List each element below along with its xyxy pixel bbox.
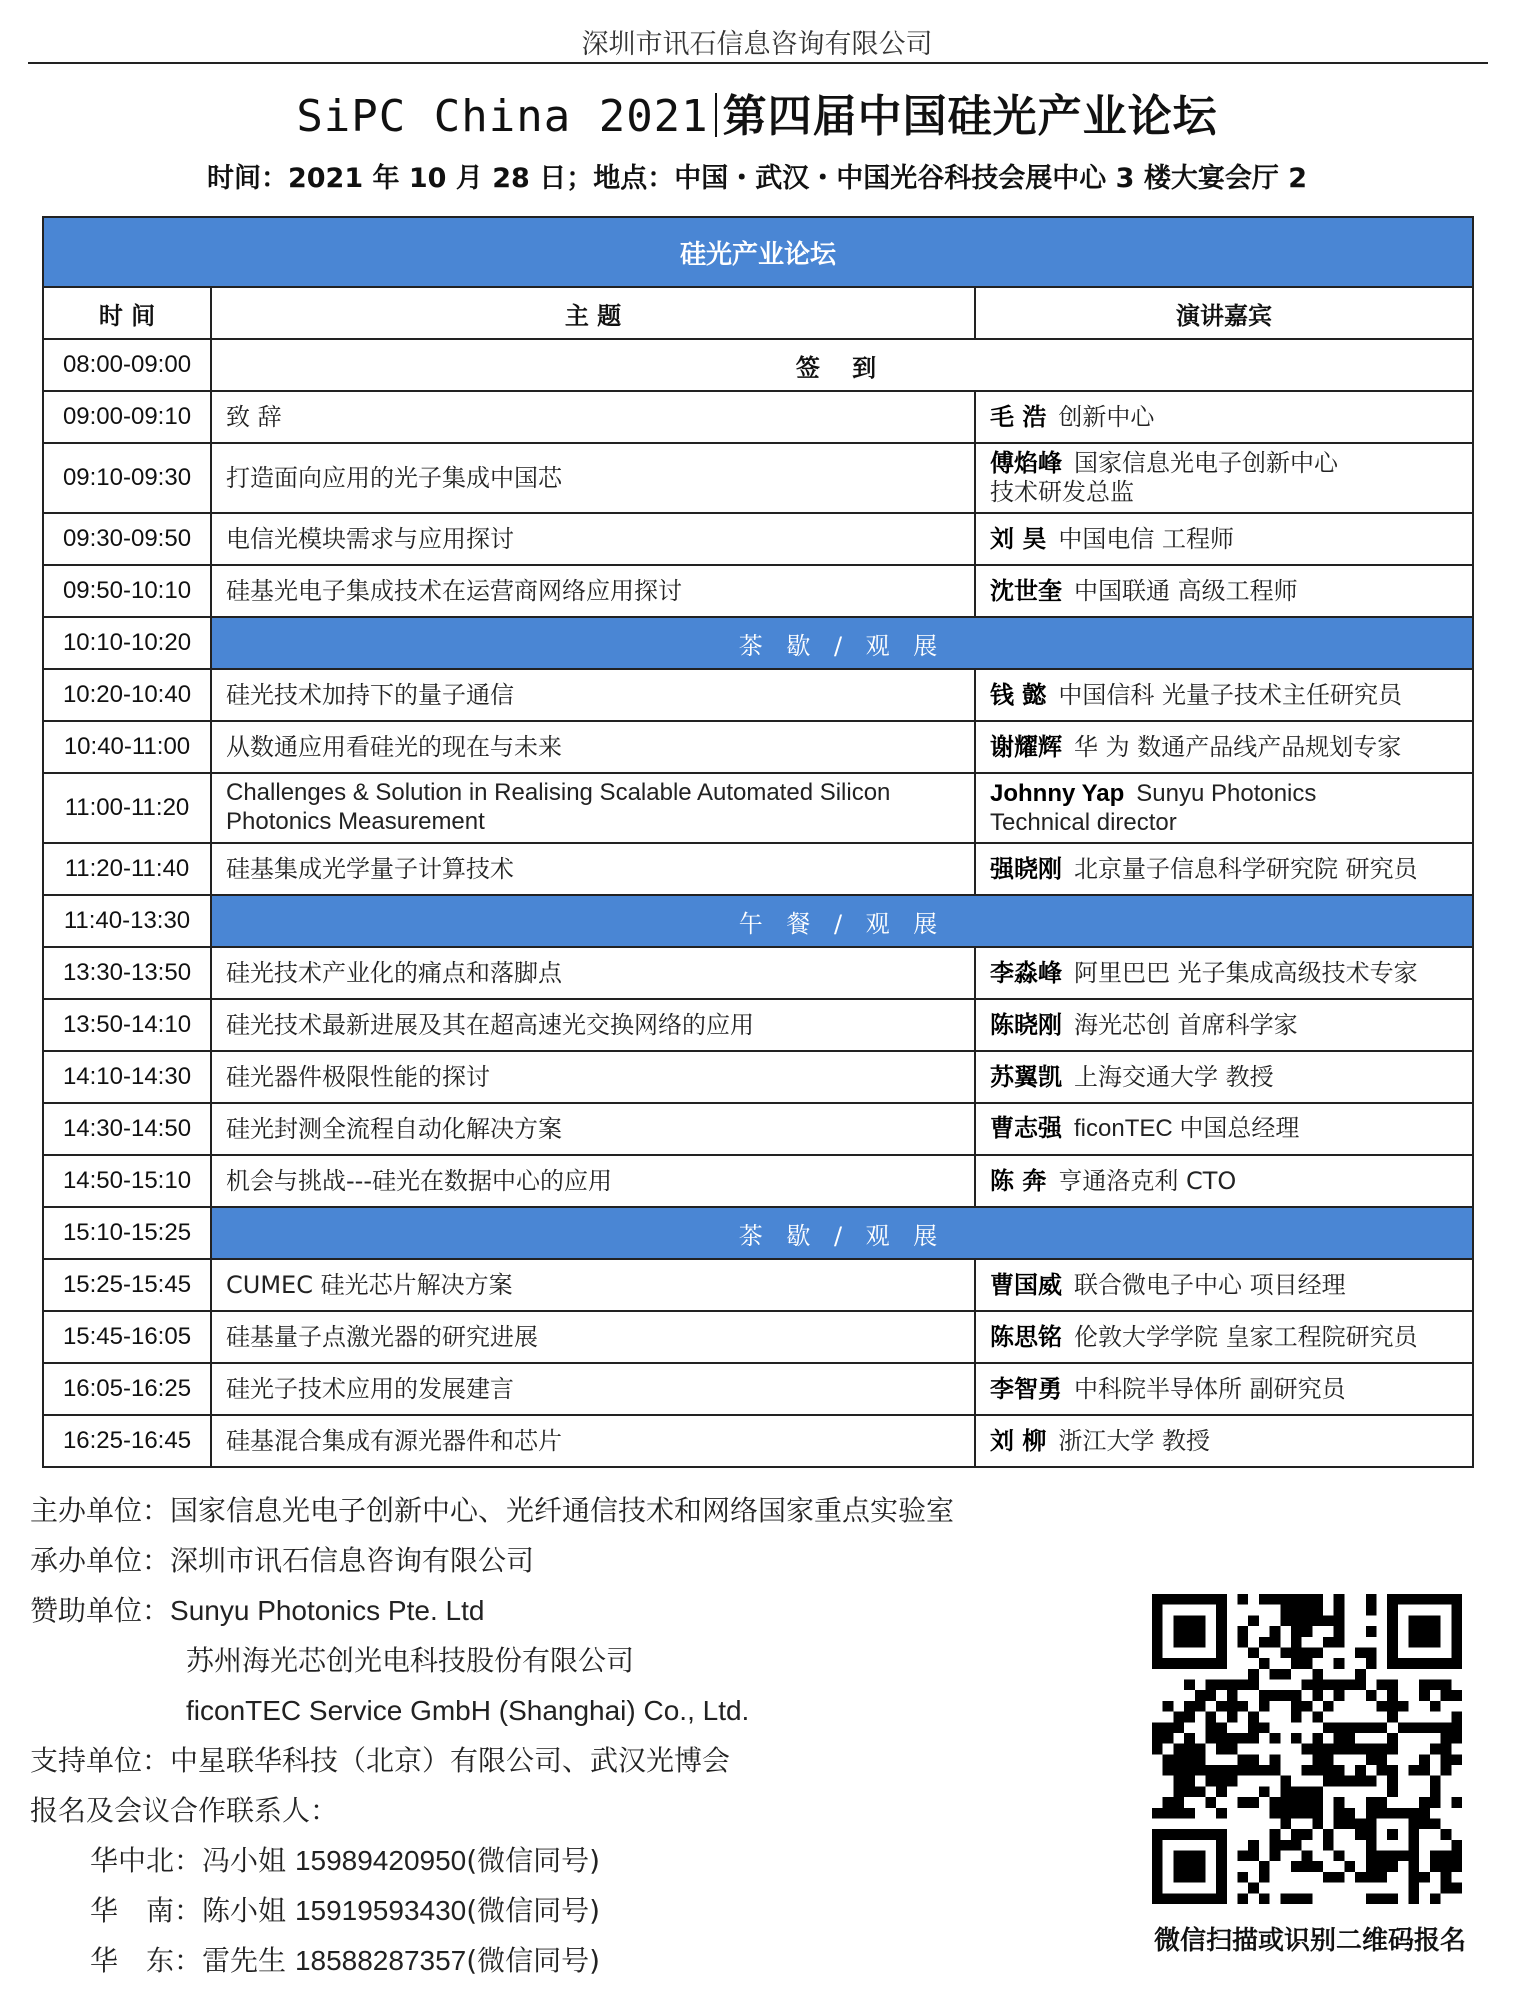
topic-cell xyxy=(211,999,975,1051)
speaker-org: Sunyu Photonics xyxy=(1136,779,1317,807)
topic-text: 硅光技术产业化的痛点和落脚点 xyxy=(226,958,562,987)
table-row xyxy=(43,617,1473,669)
topic-text: 硅基集成光学量子计算技术 xyxy=(226,854,514,883)
speaker-org: 中科院半导体所 副研究员 xyxy=(1074,1374,1346,1403)
time-cell: 14:10-14:30 xyxy=(43,1051,211,1103)
table-row xyxy=(43,1415,1473,1467)
speaker-org: 阿里巴巴 光子集成高级技术专家 xyxy=(1074,958,1418,987)
topic-cell xyxy=(211,1259,975,1311)
speaker-cell xyxy=(975,947,1473,999)
time-cell: 11:00-11:20 xyxy=(43,773,211,843)
topic-text: 硅光技术最新进展及其在超高速光交换网络的应用 xyxy=(226,1010,754,1039)
speaker-org: 中国联通 高级工程师 xyxy=(1074,576,1298,605)
speaker-name: Johnny Yap xyxy=(990,779,1125,807)
time-cell: 10:10-10:20 xyxy=(43,617,211,669)
speaker-org: 上海交通大学 教授 xyxy=(1074,1062,1274,1091)
time-cell: 15:25-15:45 xyxy=(43,1259,211,1311)
topic-cell xyxy=(211,513,975,565)
agenda-banner: 硅光产业论坛 xyxy=(43,217,1473,287)
table-row xyxy=(43,895,1473,947)
speaker-org: 海光芯创 首席科学家 xyxy=(1074,1010,1298,1039)
time-cell: 15:45-16:05 xyxy=(43,1311,211,1363)
signin-cell: 签 到 xyxy=(211,339,1473,391)
contact-region: 华 东： xyxy=(90,1944,203,1977)
event-time-location: 时间：2021 年 10 月 28 日；地点：中国・武汉・中国光谷科技会展中心 3 楼大宴会厅 2 xyxy=(206,163,1308,194)
speaker-name: 苏翼凯 xyxy=(990,1062,1062,1091)
topic-cell xyxy=(211,1311,975,1363)
speaker-org: 中国电信 工程师 xyxy=(1058,524,1234,553)
time-cell: 09:50-10:10 xyxy=(43,565,211,617)
table-row xyxy=(43,947,1473,999)
speaker-cell xyxy=(975,565,1473,617)
topic-cell xyxy=(211,1363,975,1415)
speaker-cell xyxy=(975,843,1473,895)
speaker-org: 亨通洛克利 CTO xyxy=(1058,1166,1237,1195)
speaker-org: 伦敦大学学院 皇家工程院研究员 xyxy=(1074,1322,1418,1351)
table-row xyxy=(43,1311,1473,1363)
agenda-table xyxy=(42,216,1474,1468)
organizer-value: 深圳市讯石信息咨询有限公司 xyxy=(170,1544,535,1577)
qr-caption: 微信扫描或识别二维码报名 xyxy=(1153,1926,1466,1956)
column-header-topic: 主 题 xyxy=(211,287,975,339)
contact-phone: 15989420950 xyxy=(294,1845,467,1876)
speaker-org: 国家信息光电子创新中心 xyxy=(1074,449,1338,478)
speaker-cell xyxy=(975,669,1473,721)
table-row xyxy=(43,669,1473,721)
contact-note: (微信同号) xyxy=(466,1844,601,1877)
break-cell: 茶 歇 / 观 展 xyxy=(211,617,1473,669)
topic-text-line2: Photonics Measurement xyxy=(226,808,485,835)
contact-name: 冯小姐 xyxy=(202,1844,287,1877)
sponsor-1: Sunyu Photonics Pte. Ltd xyxy=(170,1595,485,1626)
speaker-name: 曹国威 xyxy=(990,1270,1062,1299)
sponsor-row-3 xyxy=(30,1686,1110,1736)
sponsor-label: 赞助单位： xyxy=(30,1594,171,1627)
contact-phone: 18588287357 xyxy=(294,1945,467,1976)
sponsor-2: 苏州海光芯创光电科技股份有限公司 xyxy=(186,1644,635,1677)
speaker-name: 李智勇 xyxy=(990,1374,1062,1403)
speaker-cell xyxy=(975,1103,1473,1155)
time-cell: 09:10-09:30 xyxy=(43,443,211,513)
sponsor-3: ficonTEC Service GmbH (Shanghai) Co., Ltd. xyxy=(186,1695,750,1726)
speaker-cell xyxy=(975,1051,1473,1103)
topic-text: 硅基混合集成有源光器件和芯片 xyxy=(226,1426,562,1455)
table-row xyxy=(43,1363,1473,1415)
support-value: 中星联华科技（北京）有限公司、武汉光博会 xyxy=(170,1744,731,1777)
page-title xyxy=(0,80,1514,144)
table-row xyxy=(43,843,1473,895)
time-cell: 13:30-13:50 xyxy=(43,947,211,999)
speaker-org: 北京量子信息科学研究院 研究员 xyxy=(1074,854,1418,883)
table-row xyxy=(43,565,1473,617)
speaker-cell xyxy=(975,1259,1473,1311)
host-row xyxy=(30,1486,1110,1536)
table-row xyxy=(43,721,1473,773)
speaker-cell xyxy=(975,513,1473,565)
speaker-name: 沈世奎 xyxy=(990,576,1062,605)
speaker-title: 技术研发总监 xyxy=(990,478,1134,506)
table-row xyxy=(43,1103,1473,1155)
speaker-org: 中国信科 光量子技术主任研究员 xyxy=(1058,680,1402,709)
topic-text: 电信光模块需求与应用探讨 xyxy=(226,524,514,553)
topic-text: 硅光封测全流程自动化解决方案 xyxy=(226,1114,562,1143)
time-cell: 14:30-14:50 xyxy=(43,1103,211,1155)
speaker-name: 陈晓刚 xyxy=(990,1010,1062,1039)
speaker-org: 联合微电子中心 项目经理 xyxy=(1074,1270,1346,1299)
speaker-name: 毛 浩 xyxy=(990,402,1047,431)
topic-text: 硅光器件极限性能的探讨 xyxy=(226,1062,490,1091)
topic-text: 机会与挑战---硅光在数据中心的应用 xyxy=(226,1166,612,1195)
topic-cell xyxy=(211,1051,975,1103)
contact-region: 华 南： xyxy=(90,1894,203,1927)
contact-note: (微信同号) xyxy=(466,1894,601,1927)
contact-phone: 15919593430 xyxy=(294,1895,467,1926)
contact-east xyxy=(30,1936,1110,1986)
speaker-cell xyxy=(975,721,1473,773)
header-divider xyxy=(28,62,1488,64)
speaker-name: 曹志强 xyxy=(990,1114,1062,1143)
title-separator xyxy=(715,93,717,137)
topic-text: CUMEC 硅光芯片解决方案 xyxy=(226,1270,513,1299)
topic-text: 从数通应用看硅光的现在与未来 xyxy=(226,732,562,761)
time-cell: 16:05-16:25 xyxy=(43,1363,211,1415)
company-header: 深圳市讯石信息咨询有限公司 xyxy=(581,29,933,60)
topic-cell xyxy=(211,843,975,895)
speaker-name: 陈思铭 xyxy=(990,1322,1062,1351)
speaker-name: 谢耀辉 xyxy=(990,732,1062,761)
topic-cell xyxy=(211,1155,975,1207)
topic-cell xyxy=(211,565,975,617)
table-row xyxy=(43,513,1473,565)
speaker-cell xyxy=(975,1363,1473,1415)
topic-text: 打造面向应用的光子集成中国芯 xyxy=(226,463,562,492)
topic-cell xyxy=(211,1103,975,1155)
table-row xyxy=(43,1207,1473,1259)
break-cell: 茶 歇 / 观 展 xyxy=(211,1207,1473,1259)
speaker-cell xyxy=(975,1415,1473,1467)
organizer-row xyxy=(30,1536,1110,1586)
time-cell: 09:00-09:10 xyxy=(43,391,211,443)
time-cell: 10:20-10:40 xyxy=(43,669,211,721)
table-row xyxy=(43,773,1473,843)
column-header-time: 时 间 xyxy=(43,287,211,339)
speaker-name: 刘 昊 xyxy=(990,524,1047,553)
table-row xyxy=(43,1259,1473,1311)
footer-info xyxy=(30,1486,1110,1986)
speaker-name: 强晓刚 xyxy=(990,854,1062,883)
speaker-title: Technical director xyxy=(990,808,1177,836)
time-cell: 15:10-15:25 xyxy=(43,1207,211,1259)
speaker-org: 浙江大学 教授 xyxy=(1058,1426,1210,1455)
speaker-org: ficonTEC 中国总经理 xyxy=(1074,1115,1300,1143)
topic-text: 硅光技术加持下的量子通信 xyxy=(226,680,514,709)
topic-text: 致 辞 xyxy=(226,402,282,431)
column-header-speaker: 演讲嘉宾 xyxy=(975,287,1473,339)
host-label: 主办单位： xyxy=(30,1494,171,1527)
contact-name: 雷先生 xyxy=(202,1944,287,1977)
table-row xyxy=(43,999,1473,1051)
speaker-cell xyxy=(975,999,1473,1051)
contact-region: 华中北： xyxy=(90,1844,203,1877)
contact-note: (微信同号) xyxy=(466,1944,601,1977)
support-label: 支持单位： xyxy=(30,1744,171,1777)
time-cell: 08:00-09:00 xyxy=(43,339,211,391)
speaker-name: 刘 柳 xyxy=(990,1426,1047,1455)
time-cell: 11:40-13:30 xyxy=(43,895,211,947)
speaker-cell xyxy=(975,391,1473,443)
table-row xyxy=(43,391,1473,443)
topic-cell xyxy=(211,669,975,721)
topic-text: 硅基量子点激光器的研究进展 xyxy=(226,1322,538,1351)
topic-text: 硅光子技术应用的发展建言 xyxy=(226,1374,514,1403)
topic-cell xyxy=(211,721,975,773)
table-row xyxy=(43,1155,1473,1207)
support-row xyxy=(30,1736,1110,1786)
speaker-name: 李淼峰 xyxy=(990,958,1062,987)
speaker-org: 华 为 数通产品线产品规划专家 xyxy=(1074,732,1402,761)
agenda-body xyxy=(43,339,1473,1467)
contact-south xyxy=(30,1886,1110,1936)
table-row xyxy=(43,339,1473,391)
speaker-org: 创新中心 xyxy=(1058,402,1155,431)
time-cell: 14:50-15:10 xyxy=(43,1155,211,1207)
title-chinese: 第四届中国硅光产业论坛 xyxy=(722,91,1218,142)
speaker-cell xyxy=(975,773,1473,843)
topic-text: 硅基光电子集成技术在运营商网络应用探讨 xyxy=(226,576,682,605)
time-cell: 10:40-11:00 xyxy=(43,721,211,773)
speaker-cell xyxy=(975,443,1473,513)
contact-central-north xyxy=(30,1836,1110,1886)
sponsor-row-2 xyxy=(30,1636,1110,1686)
topic-cell xyxy=(211,391,975,443)
host-value: 国家信息光电子创新中心、光纤通信技术和网络国家重点实验室 xyxy=(170,1494,955,1527)
speaker-name: 钱 懿 xyxy=(990,680,1047,709)
contact-heading: 报名及会议合作联系人： xyxy=(30,1794,339,1827)
qr-code-icon[interactable] xyxy=(1152,1594,1462,1904)
break-cell: 午 餐 / 观 展 xyxy=(211,895,1473,947)
speaker-name: 陈 奔 xyxy=(990,1166,1047,1195)
time-cell: 09:30-09:50 xyxy=(43,513,211,565)
time-cell: 13:50-14:10 xyxy=(43,999,211,1051)
time-cell: 16:25-16:45 xyxy=(43,1415,211,1467)
table-row xyxy=(43,443,1473,513)
speaker-name: 傅焰峰 xyxy=(990,449,1062,478)
topic-cell xyxy=(211,443,975,513)
topic-cell xyxy=(211,773,975,843)
speaker-cell xyxy=(975,1311,1473,1363)
speaker-cell xyxy=(975,1155,1473,1207)
table-row xyxy=(43,1051,1473,1103)
topic-cell xyxy=(211,947,975,999)
topic-text: Challenges & Solution in Realising Scalable Automated Silicon xyxy=(226,779,891,807)
sponsor-row xyxy=(30,1586,1110,1636)
organizer-label: 承办单位： xyxy=(30,1544,171,1577)
time-cell: 11:20-11:40 xyxy=(43,843,211,895)
title-english: SiPC China 2021 xyxy=(296,91,709,142)
contact-name: 陈小姐 xyxy=(202,1894,287,1927)
topic-cell xyxy=(211,1415,975,1467)
